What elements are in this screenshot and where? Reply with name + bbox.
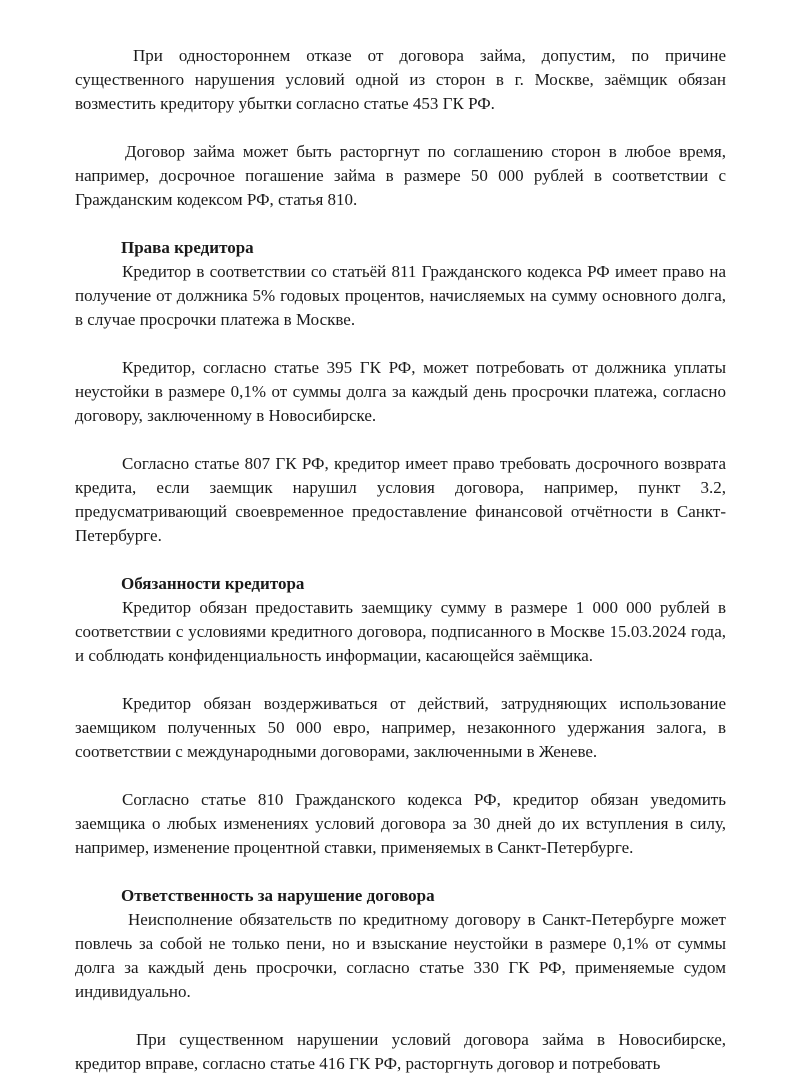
paragraph-obligation-refrain: Кредитор обязан воздерживаться от действий, затрудняющих использование заемщиком полученных 50 000 евро, например, незаконного удержания залога, в соответствии с международными договорами, заключенными в Женеве. — [75, 694, 726, 761]
paragraph-rights-article-395: Кредитор, согласно статье 395 ГК РФ, может потребовать от должника уплаты неустойки в размере 0,1% от суммы долга за каждый день просрочки платежа, согласно договору, заключенному в Новосибирске. — [75, 358, 726, 425]
paragraph-obligation-notify: Согласно статье 810 Гражданского кодекса РФ, кредитор обязан уведомить заемщика о любых изменениях условий договора за 30 дней до их вступления в силу, например, изменение процентной ставки, применяемых в Санкт-Петербурге. — [75, 790, 726, 857]
heading-liability: Ответственность за нарушение договора — [121, 886, 435, 905]
paragraph-rights-article-811: Кредитор в соответствии со статьёй 811 Гражданского кодекса РФ имеет право на получение от должника 5% годовых процентов, начисляемых на сумму основного долга, в случае просрочки платежа в Москве. — [75, 262, 726, 329]
paragraph-rights-article-807: Согласно статье 807 ГК РФ, кредитор имеет право требовать досрочного возврата кредита, если заемщик нарушил условия договора, например, пункт 3.2, предусматривающий своевременное предоставление финансовой отчётности в Санкт-Петербурге. — [75, 454, 726, 545]
paragraph-unilateral-refusal: При одностороннем отказе от договора займа, допустим, по причине существенного нарушения условий одной из сторон в г. Москве, заёмщик обязан возместить кредитору убытки согласно статье 453 ГК РФ. — [75, 46, 726, 113]
heading-creditor-rights: Права кредитора — [121, 238, 254, 257]
paragraph-loan-termination: Договор займа может быть расторгнут по соглашению сторон в любое время, например, досрочное погашение займа в размере 50 000 рублей в соответствии с Гражданским кодексом РФ, статья 810. — [75, 142, 726, 209]
heading-creditor-obligations: Обязанности кредитора — [121, 574, 305, 593]
paragraph-liability-penalty: Неисполнение обязательств по кредитному договору в Санкт-Петербурге может повлечь за собой не только пени, но и взыскание неустойки в размере 0,1% от суммы долга за каждый день просрочки, согласно статье 330 ГК РФ, применяемые судом индивидуально. — [75, 910, 726, 1001]
paragraph-liability-termination: При существенном нарушении условий договора займа в Новосибирске, кредитор вправе, согласно статье 416 ГК РФ, расторгнуть договор и потребовать — [75, 1030, 726, 1073]
document-page — [75, 44, 726, 1076]
paragraph-obligation-provide-sum: Кредитор обязан предоставить заемщику сумму в размере 1 000 000 рублей в соответствии с условиями кредитного договора, подписанного в Москве 15.03.2024 года, и соблюдать конфиденциальность информации, касающейся заёмщика. — [75, 598, 726, 665]
